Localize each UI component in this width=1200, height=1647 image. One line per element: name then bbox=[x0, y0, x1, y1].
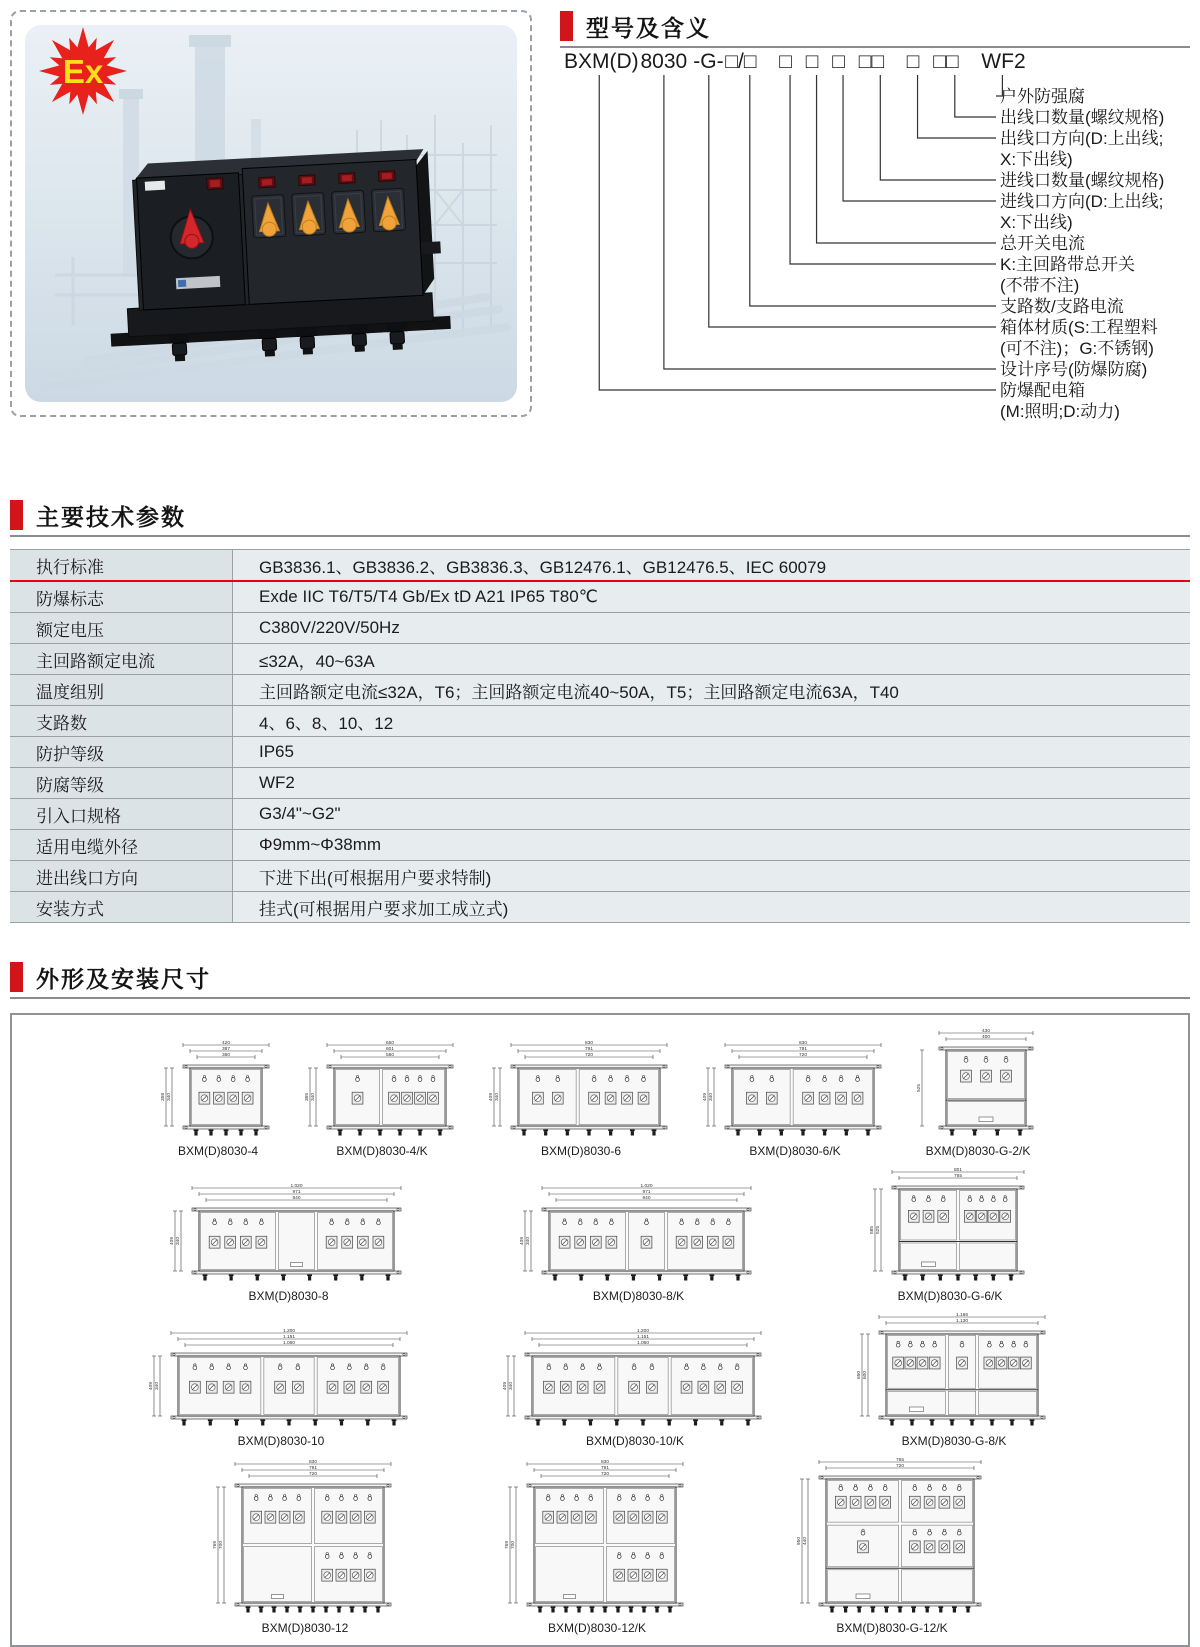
diagram-label: BXM(D)8030-G-6/K bbox=[897, 1289, 1003, 1303]
diagram-label: BXM(D)8030-12 bbox=[261, 1621, 349, 1635]
param-row bbox=[10, 706, 1190, 737]
dimension-drawing bbox=[793, 1456, 991, 1619]
top-dimension-label: 971 bbox=[642, 1189, 651, 1195]
param-value: 主回路额定电流≤32A，T6；主回路额定电流40~50A，T5；主回路额定电流63A，T40 bbox=[233, 675, 1191, 706]
diagram-label: BXM(D)8030-10 bbox=[237, 1434, 325, 1448]
dimension-drawing bbox=[166, 1182, 411, 1287]
ex-label: Ex bbox=[62, 53, 104, 90]
top-dimension-label: 601 bbox=[385, 1046, 395, 1052]
top-dimension-label: 720 bbox=[798, 1052, 808, 1058]
diagram-label: BXM(D)8030-8/K bbox=[592, 1289, 685, 1303]
param-row bbox=[10, 581, 1190, 613]
model-part: -G- bbox=[693, 50, 724, 73]
model-annotation: K:主回路带总开关 bbox=[1000, 255, 1136, 274]
dimensions-section bbox=[10, 961, 1190, 1647]
top-dimension-label: 940 bbox=[642, 1195, 651, 1201]
diagram-label: BXM(D)8030-4 bbox=[177, 1144, 259, 1158]
side-dimension-label: 440 bbox=[803, 1536, 808, 1546]
dimension-drawing bbox=[853, 1311, 1055, 1432]
section-header bbox=[10, 961, 1190, 993]
side-dimension-label: 409 bbox=[489, 1092, 494, 1102]
side-dimension-label: 340 bbox=[311, 1092, 316, 1102]
top-dimension-label: 650 bbox=[385, 1040, 395, 1046]
model-annotation: 设计序号(防爆防腐) bbox=[1000, 360, 1148, 379]
param-row bbox=[10, 799, 1190, 830]
dimension-diagram bbox=[913, 1027, 1043, 1158]
top-dimension-label: 791 bbox=[798, 1046, 808, 1052]
model-part: □□ bbox=[858, 50, 885, 73]
param-label: 防爆标志 bbox=[10, 581, 233, 613]
section-title-dimensions: 外形及安装尺寸 bbox=[36, 965, 211, 992]
param-value: 下进下出(可根据用户要求特制) bbox=[233, 861, 1191, 892]
model-breakdown-diagram bbox=[560, 48, 1200, 432]
param-row bbox=[10, 675, 1190, 706]
dimension-drawing bbox=[157, 1039, 279, 1142]
diagram-label: BXM(D)8030-G-12/K bbox=[836, 1621, 948, 1635]
side-dimension-label: 409 bbox=[703, 1092, 708, 1102]
param-row bbox=[10, 768, 1190, 799]
param-label: 适用电缆外径 bbox=[10, 830, 233, 861]
side-dimension-label: 365 bbox=[305, 1092, 310, 1102]
side-dimension-label: 340 bbox=[526, 1236, 531, 1246]
param-row bbox=[10, 861, 1190, 892]
dimension-drawing bbox=[301, 1039, 463, 1142]
param-row bbox=[10, 830, 1190, 861]
side-dimension-label: 409 bbox=[149, 1381, 154, 1391]
drawings-row-1 bbox=[12, 1027, 1188, 1158]
model-part: □/□ bbox=[725, 50, 757, 73]
model-part: □□ bbox=[933, 50, 959, 73]
top-dimension-label: 420 bbox=[221, 1040, 231, 1046]
model-section bbox=[560, 10, 1190, 437]
side-dimension-label: 600 bbox=[863, 1370, 868, 1380]
param-row bbox=[10, 613, 1190, 644]
product-photo bbox=[25, 25, 517, 402]
dimension-drawings-panel bbox=[10, 1013, 1190, 1647]
model-annotation: X:下出线) bbox=[1000, 150, 1073, 169]
side-dimension-label: 340 bbox=[709, 1092, 714, 1102]
param-value: 4、6、8、10、12 bbox=[233, 706, 1191, 737]
param-label: 温度组别 bbox=[10, 675, 233, 706]
top-dimension-label: 1.200 bbox=[636, 1328, 650, 1334]
side-dimension-label: 340 bbox=[509, 1381, 514, 1391]
top-dimension-label: 801 bbox=[953, 1167, 963, 1173]
param-label: 防腐等级 bbox=[10, 768, 233, 799]
top-dimension-label: 387 bbox=[221, 1046, 231, 1052]
model-annotation: 出线口数量(螺纹规格) bbox=[1000, 108, 1165, 127]
model-annotation: 进线口方向(D:上出线; bbox=[1000, 192, 1164, 211]
dimension-drawing bbox=[699, 1039, 891, 1142]
top-dimension-label: 830 bbox=[308, 1459, 318, 1465]
dimension-diagram bbox=[793, 1456, 991, 1635]
nameplate-sticker bbox=[145, 181, 165, 191]
section-accent-bar bbox=[10, 962, 23, 992]
section-title-model: 型号及含义 bbox=[586, 14, 711, 41]
dimension-diagram bbox=[166, 1182, 411, 1303]
section-accent-bar bbox=[10, 500, 23, 530]
dimension-diagram bbox=[866, 1166, 1034, 1303]
model-part: □ bbox=[832, 50, 845, 73]
drawings-row-2 bbox=[12, 1166, 1188, 1303]
param-label: 引入口规格 bbox=[10, 799, 233, 830]
model-annotation: 总开关电流 bbox=[1000, 234, 1085, 253]
top-dimension-label: 971 bbox=[292, 1189, 301, 1195]
side-dimension-label: 650 bbox=[857, 1370, 862, 1380]
section-accent-bar bbox=[560, 11, 573, 41]
top-dimension-label: 400 bbox=[981, 1034, 991, 1040]
side-dimension-label: 525 bbox=[917, 1083, 922, 1093]
drawings-row-4 bbox=[12, 1456, 1188, 1635]
side-dimension-label: 340 bbox=[176, 1236, 181, 1246]
param-label: 执行标准 bbox=[10, 550, 233, 582]
dimension-diagram bbox=[499, 1327, 771, 1448]
top-dimension-label: 1.020 bbox=[640, 1183, 653, 1189]
dimension-diagram bbox=[485, 1039, 677, 1158]
top-dimension-label: 830 bbox=[600, 1459, 610, 1465]
dimension-diagram bbox=[853, 1311, 1055, 1448]
dimension-diagram bbox=[209, 1458, 401, 1635]
model-annotation: (可不注)；G:不锈钢) bbox=[1000, 339, 1154, 358]
param-value: ≤32A，40~63A bbox=[233, 644, 1191, 675]
top-dimension-label: 830 bbox=[584, 1040, 594, 1046]
top-dimension-label: 1.200 bbox=[282, 1328, 296, 1334]
model-annotation: 进线口数量(螺纹规格) bbox=[1000, 171, 1165, 190]
top-dimension-label: 1.060 bbox=[282, 1340, 296, 1346]
top-dimension-label: 720 bbox=[895, 1463, 905, 1469]
param-label: 主回路额定电流 bbox=[10, 644, 233, 675]
top-dimension-label: 1.020 bbox=[290, 1183, 303, 1189]
param-row bbox=[10, 550, 1190, 582]
param-value: Φ9mm~Φ38mm bbox=[233, 830, 1191, 861]
side-dimension-label: 585 bbox=[870, 1225, 875, 1235]
ex-certification-icon bbox=[25, 25, 141, 117]
top-dimension-label: 791 bbox=[600, 1465, 610, 1471]
top-dimension-label: 580 bbox=[385, 1052, 395, 1058]
diagram-label: BXM(D)8030-12/K bbox=[547, 1621, 647, 1635]
side-dimension-label: 700 bbox=[511, 1540, 516, 1550]
top-dimension-label: 1.060 bbox=[636, 1340, 650, 1346]
model-part: □ bbox=[906, 50, 920, 73]
top-area bbox=[10, 10, 1190, 437]
model-part: 8030 bbox=[640, 50, 688, 73]
top-dimension-label: 791 bbox=[584, 1046, 594, 1052]
dimension-drawing bbox=[501, 1458, 693, 1619]
top-dimension-label: 720 bbox=[600, 1471, 610, 1477]
model-annotation: 箱体材质(S:工程塑料 bbox=[1000, 318, 1158, 337]
model-part: □ bbox=[805, 50, 819, 73]
side-dimension-label: 340 bbox=[167, 1092, 172, 1102]
side-dimension-label: 409 bbox=[520, 1236, 525, 1246]
dimension-diagram bbox=[501, 1458, 693, 1635]
model-annotation: 支路数/支路电流 bbox=[1000, 297, 1124, 316]
section-header bbox=[560, 10, 1190, 42]
section-underline bbox=[10, 535, 1190, 537]
model-part: □ bbox=[779, 50, 792, 73]
section-header bbox=[10, 499, 1190, 531]
side-dimension-label: 950 bbox=[797, 1536, 802, 1546]
param-value: G3/4"~G2" bbox=[233, 799, 1191, 830]
param-label: 支路数 bbox=[10, 706, 233, 737]
param-value: 挂式(可根据用户要求加工成立式) bbox=[233, 892, 1191, 923]
dimension-diagram bbox=[157, 1039, 279, 1158]
param-value: GB3836.1、GB3836.2、GB3836.3、GB12476.1、GB12476.5、IEC 60079 bbox=[233, 550, 1191, 582]
top-dimension-label: 1.151 bbox=[282, 1334, 296, 1340]
params-table bbox=[10, 549, 1190, 923]
side-dimension-label: 340 bbox=[495, 1092, 500, 1102]
dimension-diagram bbox=[145, 1327, 417, 1448]
param-value: IP65 bbox=[233, 737, 1191, 768]
model-annotation: X:下出线) bbox=[1000, 213, 1073, 232]
param-label: 进出线口方向 bbox=[10, 861, 233, 892]
dimension-drawing bbox=[516, 1182, 761, 1287]
section-underline bbox=[10, 997, 1190, 999]
model-annotation: (不带不注) bbox=[1000, 276, 1080, 295]
side-dimension-label: 525 bbox=[876, 1225, 881, 1235]
param-label: 额定电压 bbox=[10, 613, 233, 644]
param-row bbox=[10, 737, 1190, 768]
model-annotation: 防爆配电箱 bbox=[1000, 381, 1085, 400]
top-dimension-label: 360 bbox=[221, 1052, 231, 1058]
diagram-label: BXM(D)8030-8 bbox=[248, 1289, 329, 1303]
dimension-diagram bbox=[516, 1182, 761, 1303]
model-annotation: (M:照明;D:动力) bbox=[1000, 402, 1120, 421]
top-dimension-label: 1.166 bbox=[955, 1312, 969, 1318]
diagram-label: BXM(D)8030-6 bbox=[540, 1144, 622, 1158]
dimension-drawing bbox=[209, 1458, 401, 1619]
top-dimension-label: 1.130 bbox=[955, 1318, 969, 1324]
top-dimension-label: 1.151 bbox=[636, 1334, 650, 1340]
top-dimension-label: 720 bbox=[584, 1052, 594, 1058]
param-label: 防护等级 bbox=[10, 737, 233, 768]
top-dimension-label: 791 bbox=[308, 1465, 318, 1471]
dimension-drawing bbox=[145, 1327, 417, 1432]
side-dimension-label: 409 bbox=[503, 1381, 508, 1391]
param-value: WF2 bbox=[233, 768, 1191, 799]
param-row bbox=[10, 644, 1190, 675]
param-value: Exde IIC T6/T5/T4 Gb/Ex tD A21 IP65 T80℃ bbox=[233, 581, 1191, 613]
model-annotation: 户外防强腐 bbox=[1000, 87, 1085, 106]
top-dimension-label: 430 bbox=[981, 1028, 991, 1034]
top-dimension-label: 940 bbox=[292, 1195, 301, 1201]
param-value: C380V/220V/50Hz bbox=[233, 613, 1191, 644]
model-part: BXM(D) bbox=[564, 50, 639, 73]
dimension-diagram bbox=[699, 1039, 891, 1158]
side-dimension-label: 358 bbox=[161, 1092, 166, 1102]
dimension-drawing bbox=[485, 1039, 677, 1142]
model-annotation: 出线口方向(D:上出线; bbox=[1000, 129, 1164, 148]
param-row bbox=[10, 892, 1190, 923]
side-dimension-label: 340 bbox=[155, 1381, 160, 1391]
drawings-row-3 bbox=[12, 1311, 1188, 1448]
side-dimension-label: 700 bbox=[219, 1540, 224, 1550]
top-dimension-label: 765 bbox=[895, 1457, 905, 1463]
side-dimension-label: 409 bbox=[170, 1236, 175, 1246]
param-label: 安装方式 bbox=[10, 892, 233, 923]
side-dimension-label: 769 bbox=[505, 1540, 510, 1550]
diagram-label: BXM(D)8030-4/K bbox=[336, 1144, 428, 1158]
top-dimension-label: 765 bbox=[953, 1173, 963, 1179]
dimension-drawing bbox=[499, 1327, 771, 1432]
dimension-diagram bbox=[301, 1039, 463, 1158]
diagram-label: BXM(D)8030-G-2/K bbox=[925, 1144, 1031, 1158]
diagram-label: BXM(D)8030-10/K bbox=[585, 1434, 685, 1448]
dimension-drawing bbox=[913, 1027, 1043, 1142]
top-dimension-label: 830 bbox=[798, 1040, 808, 1046]
diagram-label: BXM(D)8030-G-8/K bbox=[901, 1434, 1007, 1448]
dimension-drawing bbox=[866, 1166, 1034, 1287]
diagram-label: BXM(D)8030-6/K bbox=[749, 1144, 841, 1158]
model-part: WF2 bbox=[981, 50, 1026, 73]
section-title-params: 主要技术参数 bbox=[36, 503, 186, 530]
product-box bbox=[102, 148, 452, 365]
side-dimension-label: 769 bbox=[213, 1540, 218, 1550]
top-dimension-label: 720 bbox=[308, 1471, 318, 1477]
product-photo-frame bbox=[10, 10, 532, 417]
params-section bbox=[10, 499, 1190, 923]
